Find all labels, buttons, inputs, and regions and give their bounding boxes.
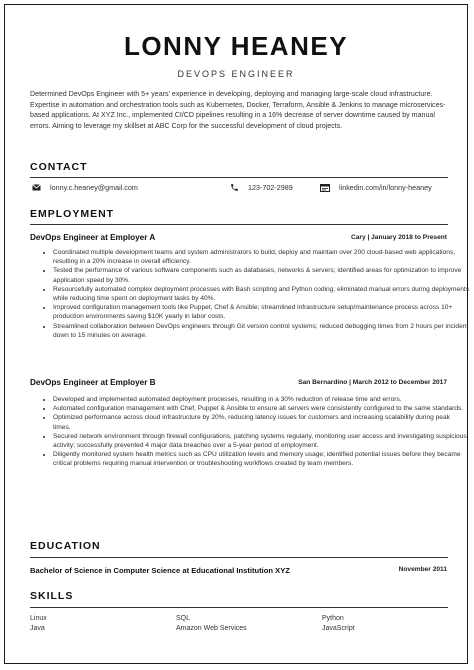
list-item: • Tested the performance of various software components such as databases, networks & servers; identified areas for optimization to improve application speed by 30%.	[53, 266, 469, 284]
education-degree: Bachelor of Science in Computer Science at Educational Institution XYZ	[30, 566, 290, 575]
list-item: • Improved configuration management tools like Puppet, Chef & Ansible; streamlined infrastructure setup/maintenance process across 10+ production environments saving $10K yearly in labor costs.	[53, 303, 469, 321]
skills-heading: SKILLS	[30, 590, 74, 602]
skill-item: SQL	[176, 615, 191, 622]
contact-heading: CONTACT	[30, 161, 88, 173]
contact-phone[interactable]	[230, 183, 293, 192]
list-item: • Automated configuration management with Chef, Puppet & Ansible to ensure all servers were consistently configured to the same standards.	[53, 404, 469, 413]
list-item: • Developed and implemented automated deployment processes, resulting in a 30% reduction of release time and errors.	[53, 395, 469, 404]
contact-linkedin[interactable]	[320, 183, 432, 192]
candidate-role: DEVOPS ENGINEER	[177, 69, 295, 79]
phone-text: 123-702-2989	[248, 183, 293, 192]
education-date: November 2011	[398, 566, 447, 573]
education-heading: EDUCATION	[30, 540, 101, 552]
skill-item: Amazon Web Services	[176, 625, 247, 632]
list-item: • Streamlined collaboration between DevOps engineers through Git version control systems; reduced debugging times from 2 hours per incident down to 15 minutes on average.	[53, 322, 469, 340]
skill-item: JavaScript	[322, 625, 355, 632]
list-item: • Coordinated multiple development teams and system administrators to build, deploy and maintain over 200 cloud-based web applications, resulting in a 20% increase in overall efficiency.	[53, 248, 469, 266]
phone-icon	[230, 183, 239, 192]
skill-item: Java	[30, 625, 45, 632]
job-bullets-a	[30, 248, 469, 340]
email-text: lonny.c.heaney@gmail.com	[50, 183, 138, 192]
linkedin-text: linkedin.com/in/lonny-heaney	[339, 183, 432, 192]
list-item: • Secured network environment through firewall configurations, patching systems regularly, monitoring user access and investigating suspicious activity; successfully prevented 4 major data breaches over a 5-year period of employment.	[53, 432, 469, 450]
skill-item: Linux	[30, 615, 47, 622]
skill-item: Python	[322, 615, 344, 622]
job-title-b: DevOps Engineer at Employer B	[30, 378, 156, 387]
envelope-icon	[32, 184, 41, 191]
job-meta-a: Cary | January 2018 to Present	[350, 234, 447, 241]
job-bullets-b	[30, 395, 469, 469]
employment-divider	[30, 224, 448, 225]
list-item: • Diligently monitored system health metrics such as CPU utilization levels and memory usage; identified potential issues before they became critical problems requiring manual intervention or troubleshooting workflows created by team members.	[53, 450, 469, 468]
skills-divider	[30, 607, 448, 608]
list-item: • Optimized performance across cloud infrastructure by 20%, reducing latency issues for customers and increasing scalability during peak times.	[53, 413, 469, 431]
linkedin-card-icon	[320, 184, 330, 192]
summary-paragraph: Determined DevOps Engineer with 5+ years' experience in developing, deploying and managing large-scale cloud infrastructure. Expertise in automation and orchestration tools such as Kubernetes, Docker, Terraform, Ansible & Jenkins to manage microservices-based applications. At XYZ Inc., implemented CI/CD pipelines resulting in a 16% decrease of server downtime caused by manual errors. Aiming to leverage my skillset at ABC Corp for the successful development of cloud projects.	[30, 90, 446, 130]
education-divider	[30, 557, 448, 558]
list-item: • Resourcefully automated complex deployment processes with Bash scripting and Python coding; eliminated manual errors during deployments while reducing time spent on deployment tasks by 40%.	[53, 285, 469, 303]
job-meta-b: San Bernardino | March 2012 to December 2017	[298, 379, 447, 386]
candidate-name: LONNY HEANEY	[123, 31, 349, 61]
employment-heading: EMPLOYMENT	[30, 208, 115, 220]
resume-page	[4, 4, 468, 664]
job-title-a: DevOps Engineer at Employer A	[30, 233, 156, 242]
contact-email[interactable]	[32, 183, 138, 192]
contact-divider	[30, 177, 448, 178]
skills-list	[30, 615, 448, 632]
